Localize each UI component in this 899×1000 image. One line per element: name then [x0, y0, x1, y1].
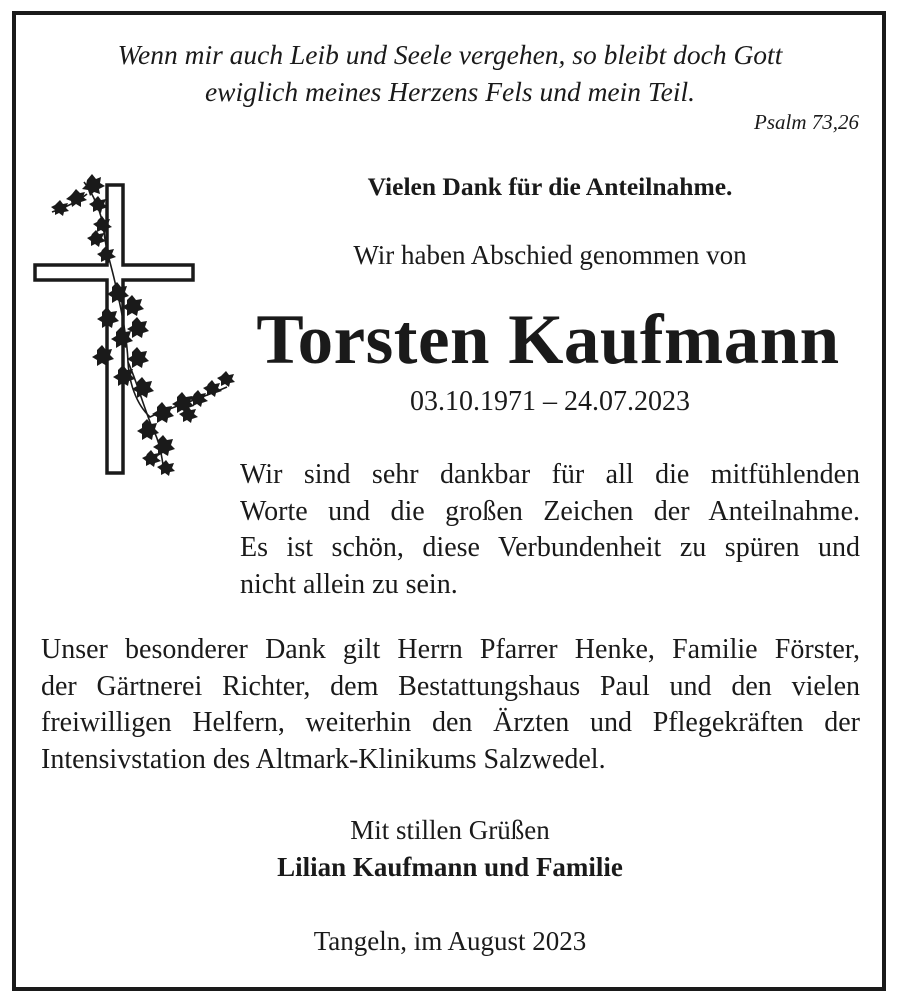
- thanks-heading: Vielen Dank für die Anteilnahme.: [367, 172, 733, 201]
- gratitude-paragraph: [240, 457, 860, 603]
- life-dates: 03.10.1971 – 24.07.2023: [410, 386, 690, 417]
- farewell-line: Wir haben Abschied genommen von: [353, 240, 747, 270]
- special-thanks-line-1: Unser besonderer Dank gilt Herrn Pfarrer Henke, Familie Förster,: [41, 634, 860, 665]
- quote-source: Psalm 73,26: [754, 110, 859, 134]
- quote-line-1: Wenn mir auch Leib und Seele vergehen, so bleibt doch Gott: [117, 39, 783, 70]
- special-thanks-line-3: freiwilligen Helfern, weiterhin den Ärzten und Pflegekräften der: [41, 707, 860, 738]
- gratitude-line-1: Wir sind sehr dankbar für all die mitfühlenden: [240, 459, 860, 490]
- quote-line-2: ewiglich meines Herzens Fels und mein Teil.: [204, 76, 696, 107]
- cross-with-ivy-icon: [32, 172, 238, 478]
- gratitude-line-4: nicht allein zu sein.: [240, 568, 458, 600]
- place-and-date: Tangeln, im August 2023: [313, 926, 587, 956]
- bible-quote: [30, 36, 870, 110]
- deceased-name: Torsten Kaufmann: [256, 301, 840, 379]
- special-thanks-line-2: der Gärtnerei Richter, dem Bestattungshaus Paul und den vielen: [41, 670, 860, 702]
- signer-name: Lilian Kaufmann und Familie: [277, 852, 623, 882]
- special-thanks-paragraph: [41, 632, 860, 778]
- closing-greeting: Mit stillen Grüßen: [350, 815, 550, 845]
- gratitude-line-3: Es ist schön, diese Verbundenheit zu spüren und: [240, 532, 860, 563]
- gratitude-line-2: Worte und die großen Zeichen der Anteilnahme.: [240, 495, 860, 527]
- special-thanks-line-4: Intensivstation des Altmark-Klinikums Salzwedel.: [41, 743, 606, 775]
